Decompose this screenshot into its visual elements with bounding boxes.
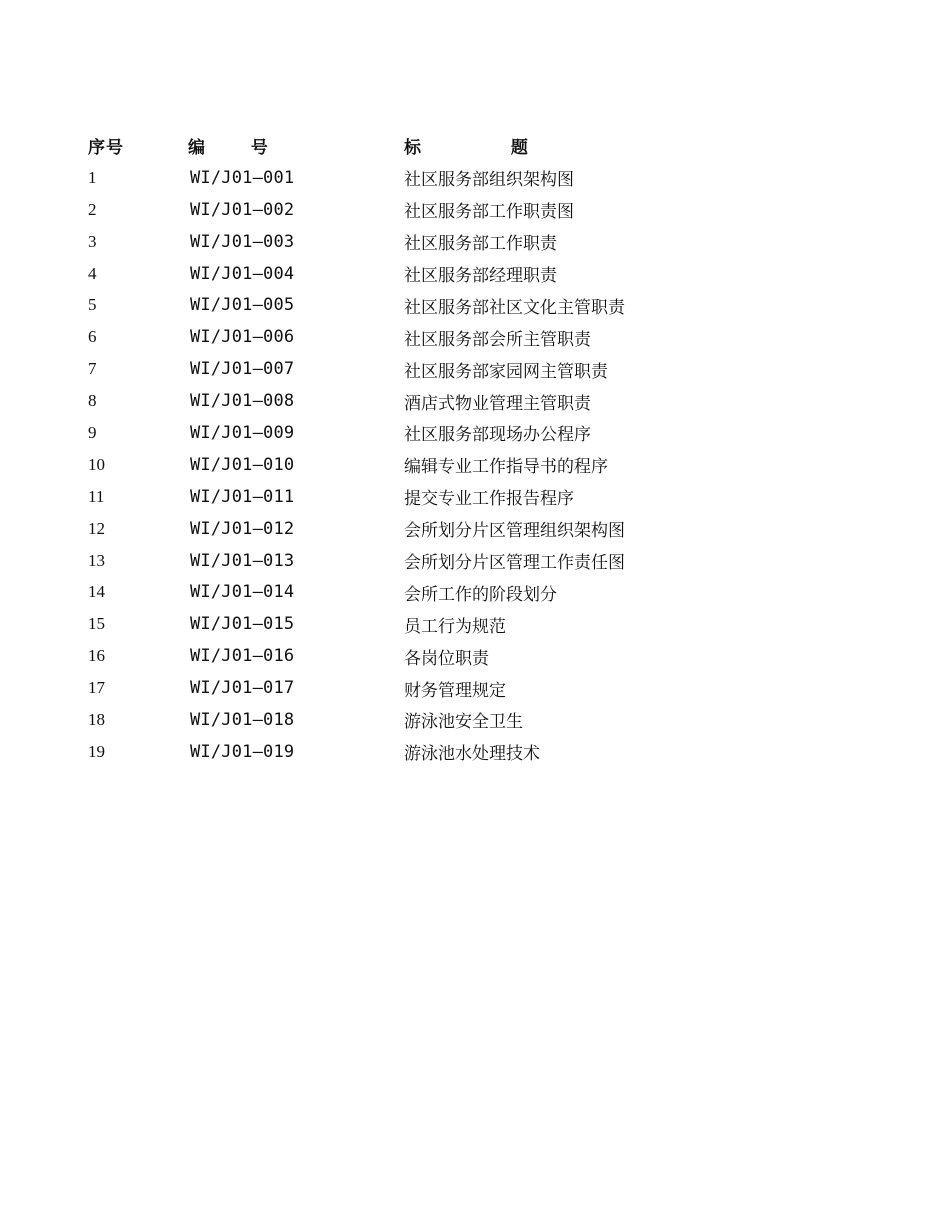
row-title: 会所划分片区管理组织架构图 bbox=[404, 521, 625, 542]
row-title: 社区服务部工作职责图 bbox=[404, 202, 574, 223]
table-row bbox=[88, 417, 788, 449]
row-code: WI/J01—013 bbox=[190, 550, 295, 571]
row-code: WI/J01—006 bbox=[190, 327, 295, 348]
table-row bbox=[88, 704, 788, 736]
row-title: 提交专业工作报告程序 bbox=[404, 489, 574, 510]
document-index-table bbox=[88, 130, 788, 768]
table-row bbox=[88, 353, 788, 385]
row-code: WI/J01—017 bbox=[190, 678, 295, 699]
table-row bbox=[88, 736, 788, 768]
row-seq: 12 bbox=[88, 518, 105, 538]
row-code: WI/J01—003 bbox=[190, 231, 295, 252]
row-code: WI/J01—016 bbox=[190, 646, 295, 667]
row-title: 会所划分片区管理工作责任图 bbox=[404, 553, 625, 574]
row-code: WI/J01—018 bbox=[190, 709, 295, 730]
row-code: WI/J01—015 bbox=[190, 614, 295, 635]
row-seq: 13 bbox=[88, 550, 105, 570]
row-title: 社区服务部家园网主管职责 bbox=[404, 361, 608, 382]
row-title: 游泳池水处理技术 bbox=[404, 744, 540, 765]
row-seq: 14 bbox=[88, 582, 105, 602]
table-row bbox=[88, 289, 788, 321]
row-seq: 18 bbox=[88, 709, 105, 729]
table-row bbox=[88, 385, 788, 417]
table-row bbox=[88, 321, 788, 353]
row-code: WI/J01—007 bbox=[190, 359, 295, 380]
table-row bbox=[88, 545, 788, 577]
row-title: 酒店式物业管理主管职责 bbox=[404, 393, 591, 414]
row-title: 编辑专业工作指导书的程序 bbox=[404, 457, 608, 478]
row-code: WI/J01—011 bbox=[190, 486, 295, 507]
row-title: 游泳池安全卫生 bbox=[404, 712, 523, 733]
row-seq: 11 bbox=[88, 486, 105, 506]
row-title: 社区服务部现场办公程序 bbox=[404, 425, 591, 446]
header-code: 编 号 bbox=[188, 138, 288, 159]
table-row bbox=[88, 449, 788, 481]
row-code: WI/J01—012 bbox=[190, 518, 295, 539]
row-code: WI/J01—005 bbox=[190, 295, 295, 316]
row-code: WI/J01—002 bbox=[190, 199, 295, 220]
table-header bbox=[88, 130, 788, 162]
row-seq: 3 bbox=[88, 231, 97, 251]
header-seq: 序号 bbox=[88, 138, 124, 159]
row-seq: 9 bbox=[88, 422, 97, 442]
row-seq: 4 bbox=[88, 263, 97, 283]
table-row bbox=[88, 194, 788, 226]
row-title: 社区服务部会所主管职责 bbox=[404, 329, 591, 350]
row-code: WI/J01—009 bbox=[190, 422, 295, 443]
table-row bbox=[88, 226, 788, 258]
row-title: 社区服务部经理职责 bbox=[404, 266, 557, 286]
table-row bbox=[88, 258, 788, 290]
row-seq: 7 bbox=[88, 359, 97, 379]
row-seq: 2 bbox=[88, 199, 97, 219]
row-title: 员工行为规范 bbox=[404, 616, 506, 637]
row-seq: 10 bbox=[88, 454, 105, 474]
row-code: WI/J01—008 bbox=[190, 391, 295, 412]
table-row bbox=[88, 576, 788, 608]
header-title: 标 题 bbox=[404, 138, 570, 159]
row-title: 各岗位职责 bbox=[404, 648, 489, 669]
row-seq: 17 bbox=[88, 678, 105, 698]
row-code: WI/J01—019 bbox=[190, 741, 295, 762]
row-seq: 6 bbox=[88, 327, 97, 347]
table-body bbox=[88, 162, 788, 768]
row-seq: 15 bbox=[88, 614, 105, 634]
row-title: 社区服务部工作职责 bbox=[404, 234, 557, 255]
row-title: 社区服务部组织架构图 bbox=[404, 170, 574, 191]
table-row bbox=[88, 162, 788, 194]
row-seq: 1 bbox=[88, 167, 97, 187]
row-seq: 5 bbox=[88, 295, 97, 315]
row-code: WI/J01—014 bbox=[190, 582, 295, 603]
row-title: 会所工作的阶段划分 bbox=[404, 584, 557, 605]
table-row bbox=[88, 672, 788, 704]
table-row bbox=[88, 513, 788, 545]
row-seq: 16 bbox=[88, 646, 105, 666]
row-seq: 19 bbox=[88, 741, 105, 761]
row-code: WI/J01—010 bbox=[190, 454, 295, 475]
row-code: WI/J01—004 bbox=[190, 263, 295, 284]
row-title: 社区服务部社区文化主管职责 bbox=[404, 297, 625, 318]
row-seq: 8 bbox=[88, 391, 97, 411]
row-title: 财务管理规定 bbox=[404, 680, 506, 701]
row-code: WI/J01—001 bbox=[190, 167, 295, 188]
table-row bbox=[88, 608, 788, 640]
table-row bbox=[88, 640, 788, 672]
table-row bbox=[88, 481, 788, 513]
header-row bbox=[88, 130, 788, 162]
